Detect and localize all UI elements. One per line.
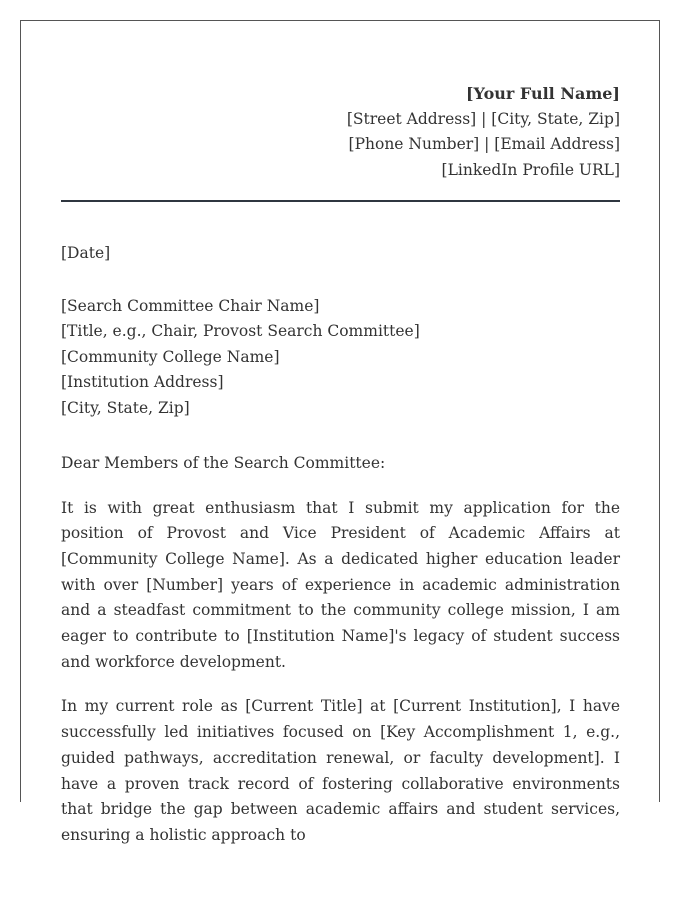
recipient-address: [Institution Address] (61, 373, 224, 391)
letter-content (61, 81, 620, 849)
letter-date: [Date] (61, 244, 111, 262)
letter-header (61, 81, 620, 183)
letter-page (20, 20, 660, 844)
sender-name: [Your Full Name] (465, 84, 620, 103)
body-paragraph: It is with great enthusiasm that I submit my application for the position of Provost and Vice President of Academic Affairs at [Community College Name]. As a dedicated higher education leader with over [Number] years of experience in academic administration and a steadfast commitment to the community college mission, I am eager to contribute to [Institution Name]'s legacy of student success and workforce development. (61, 498, 620, 671)
recipient-name: [Search Committee Chair Name] (61, 296, 320, 315)
recipient-city: [City, State, Zip] (61, 398, 190, 417)
sender-linkedin: [LinkedIn Profile URL] (441, 160, 620, 179)
salutation: Dear Members of the Search Committee: (61, 454, 386, 472)
recipient-title: [Title, e.g., Chair, Provost Search Committee] (61, 322, 420, 340)
recipient-block (61, 294, 620, 422)
body-paragraph: In my current role as [Current Title] at [Current Institution], I have successfully led initiatives focused on [Key Accomplishment 1, e.g., guided pathways, accreditation renewal, or faculty development]. I have a proven track record of fostering collaborative environments that bridge the gap between academic affairs and student services, ensuring a holistic approach to (61, 697, 620, 844)
sender-contact: [Phone Number] | [Email Address] (348, 135, 620, 153)
recipient-college: [Community College Name] (61, 347, 280, 366)
header-divider (61, 200, 620, 202)
sender-address: [Street Address] | [City, State, Zip] (346, 109, 620, 128)
